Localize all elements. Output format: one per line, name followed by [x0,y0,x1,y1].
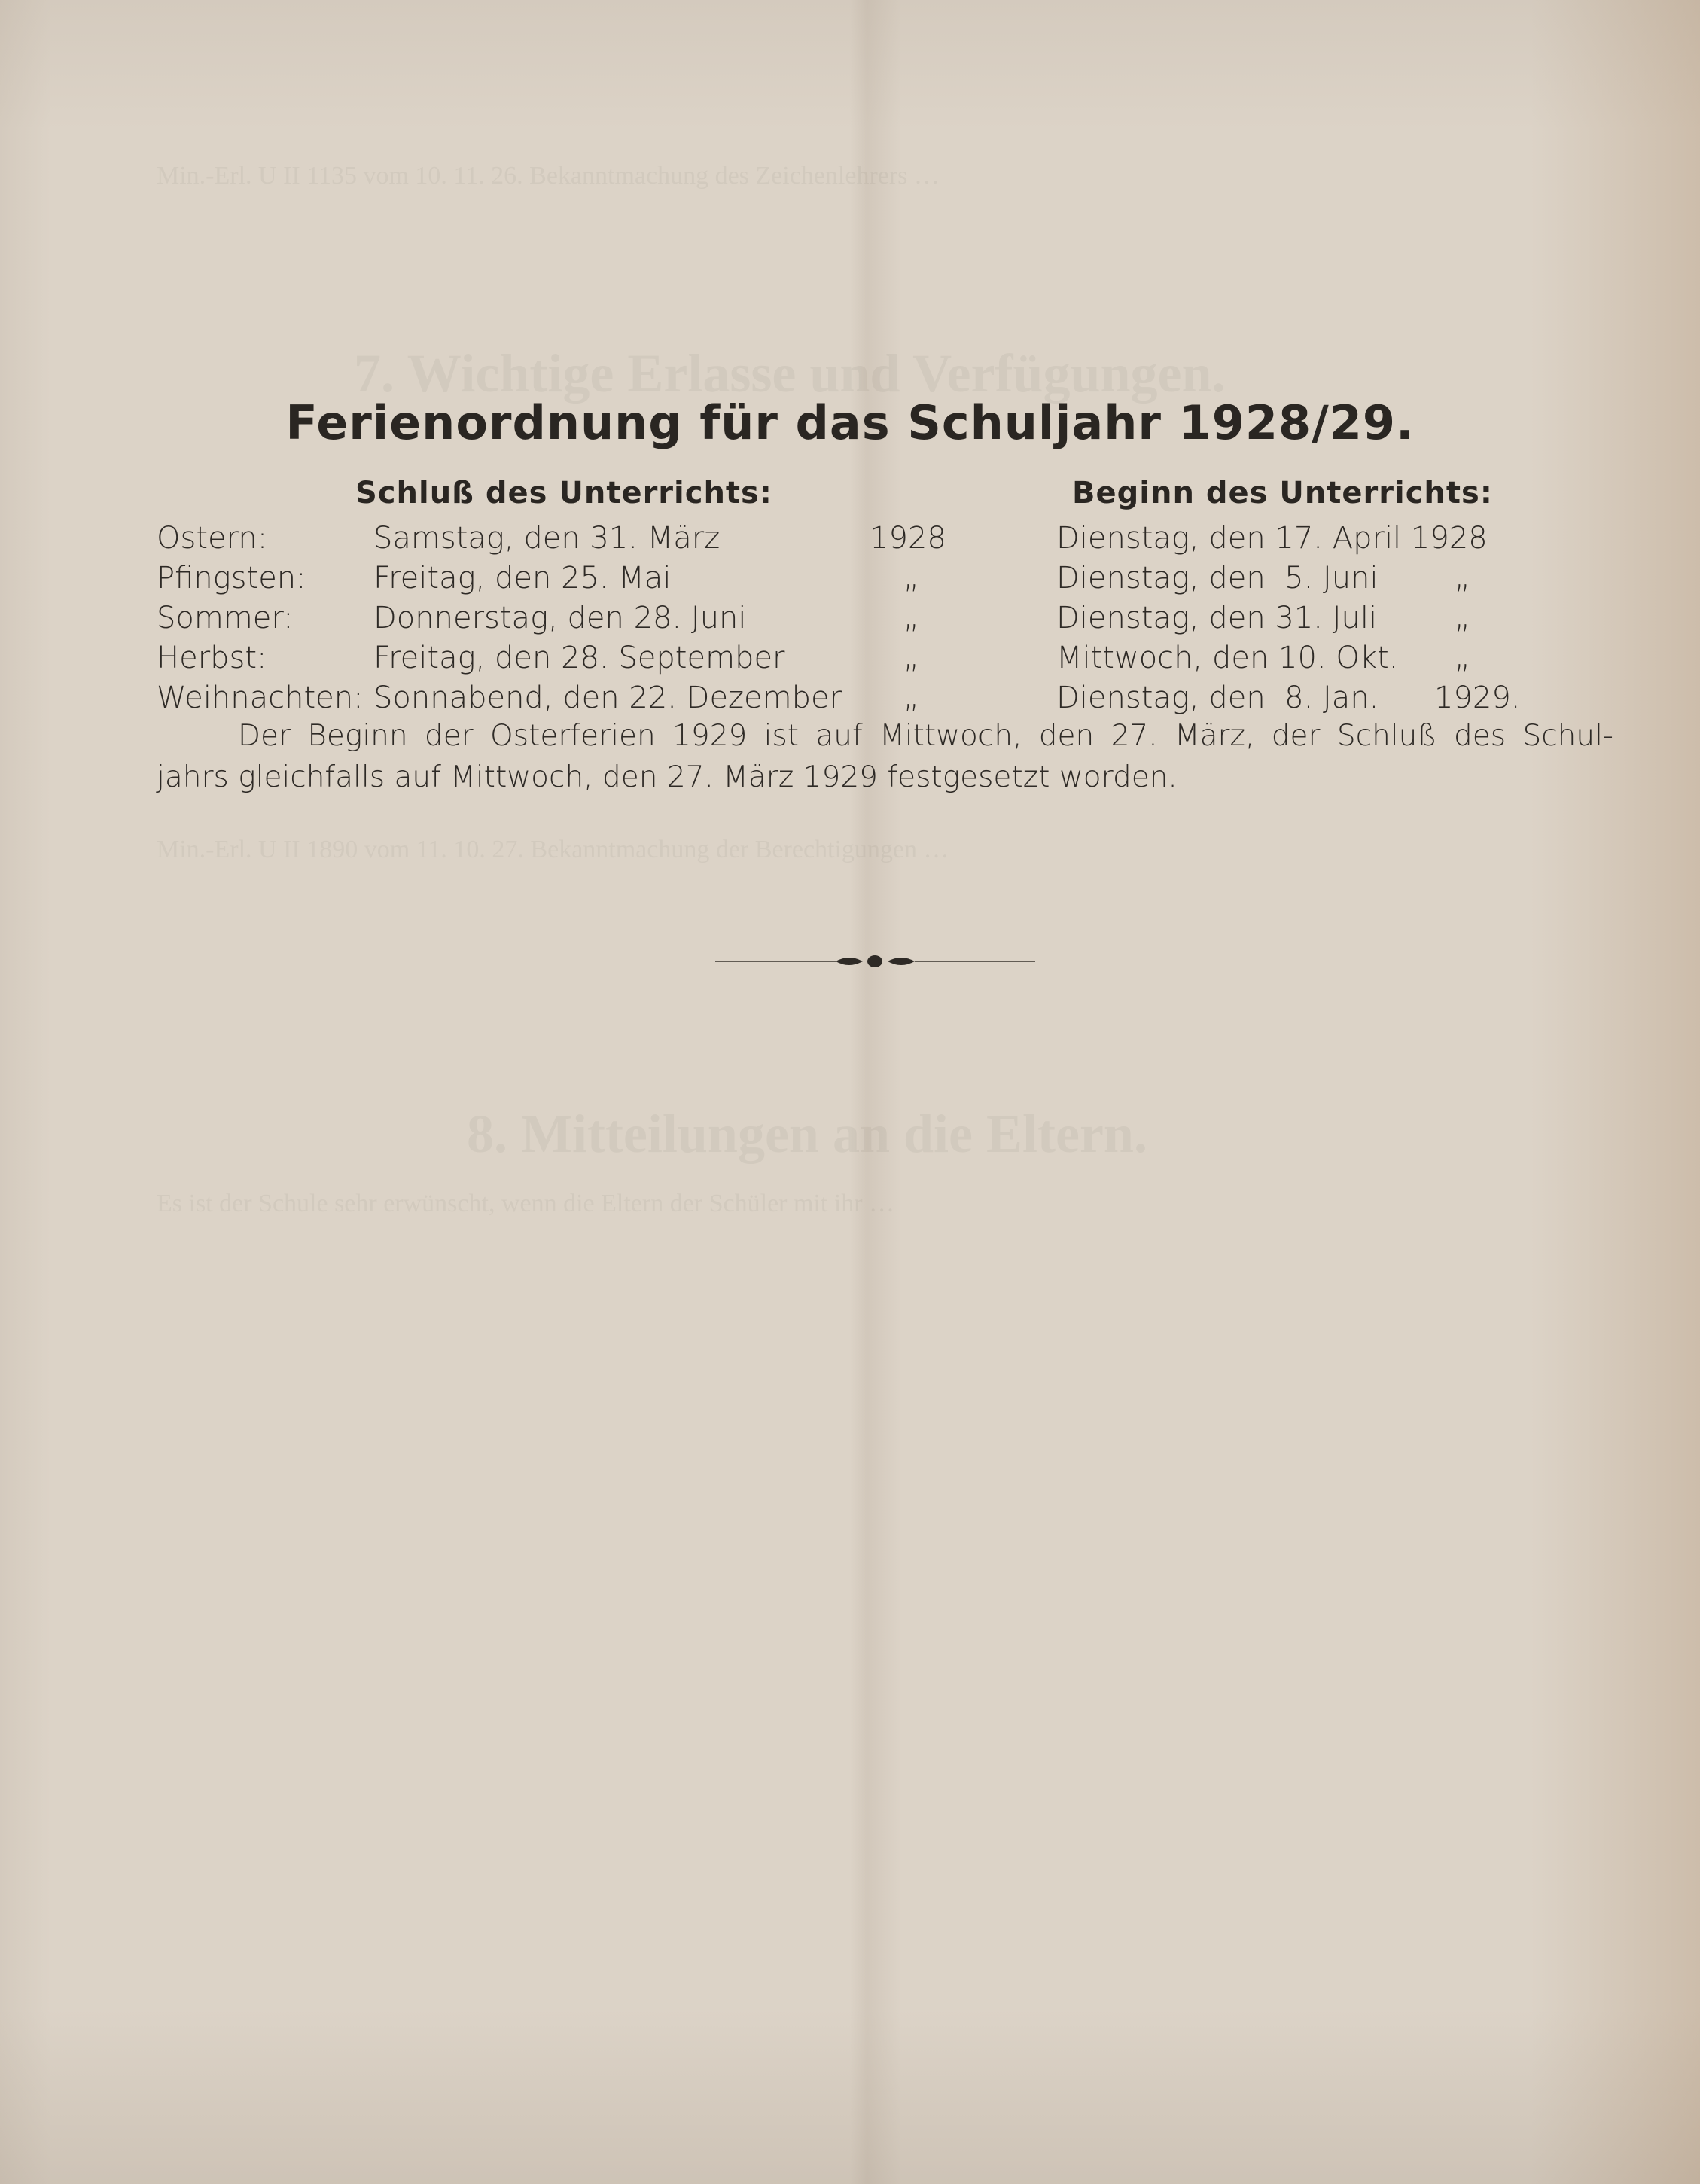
bleed-through-heading-2: 8. Mitteilungen an die Eltern. [467,1104,1147,1164]
start-year: „ [1455,641,1470,675]
end-date: Samstag, den 31. März [373,521,721,556]
column-header-end: Schluß des Unterrichts: [355,476,772,510]
column-header-start: Beginn des Unterrichts: [1072,476,1493,510]
end-year: „ [903,681,919,715]
table-row-sommer [0,601,1700,641]
holiday-name: Weihnachten: [157,681,364,715]
table-row-weihnachten [0,681,1700,721]
end-year: „ [903,641,919,675]
bleed-through-text: Es ist der Schule sehr erwünscht, wenn die Eltern der Schüler mit ihr … [157,1189,895,1217]
bleed-through-text: Min.-Erl. U II 1135 vom 10. 11. 26. Bekanntmachung des Zeichenlehrers … [157,162,940,190]
note-paragraph-line-1: Der Beginn der Osterferien 1929 ist auf Mittwoch, den 27. März, der Schluß des Schul- [238,719,1613,753]
table-row-ostern [0,521,1700,562]
holiday-name: Sommer: [157,601,294,635]
start-year: 1929. [1434,681,1521,715]
holiday-name: Herbst: [157,641,267,675]
end-date: Freitag, den 25. Mai [373,561,672,595]
page-title: Ferienordnung für das Schuljahr 1928/29. [285,395,1415,450]
start-date: Dienstag, den 8. Jan. [1056,681,1379,715]
end-date: Sonnabend, den 22. Dezember [373,681,842,715]
holiday-name: Pfingsten: [157,561,306,595]
end-date: Freitag, den 28. September [373,641,785,675]
holiday-name: Ostern: [157,521,268,556]
table-row-herbst [0,641,1700,681]
start-date: Dienstag, den 17. April 1928 [1056,521,1488,556]
start-date: Dienstag, den 31. Juli [1056,601,1378,635]
end-year: „ [903,561,919,595]
ornament-divider [715,950,1035,973]
end-year: 1928 [870,521,946,556]
start-date: Dienstag, den 5. Juni [1056,561,1379,595]
end-date: Donnerstag, den 28. Juni [373,601,747,635]
start-year: „ [1455,601,1470,635]
end-year: „ [903,601,919,635]
note-paragraph-line-2: jahrs gleichfalls auf Mittwoch, den 27. März 1929 festgesetzt worden. [157,760,1178,794]
bleed-through-heading-1: 7. Wichtige Erlasse und Verfügungen. [354,343,1226,404]
bleed-through-text: Min.-Erl. U II 1890 vom 11. 10. 27. Bekanntmachung der Berechtigungen … [157,836,949,864]
table-row-pfingsten [0,561,1700,602]
start-year: „ [1455,561,1470,595]
start-date: Mittwoch, den 10. Okt. [1056,641,1399,675]
